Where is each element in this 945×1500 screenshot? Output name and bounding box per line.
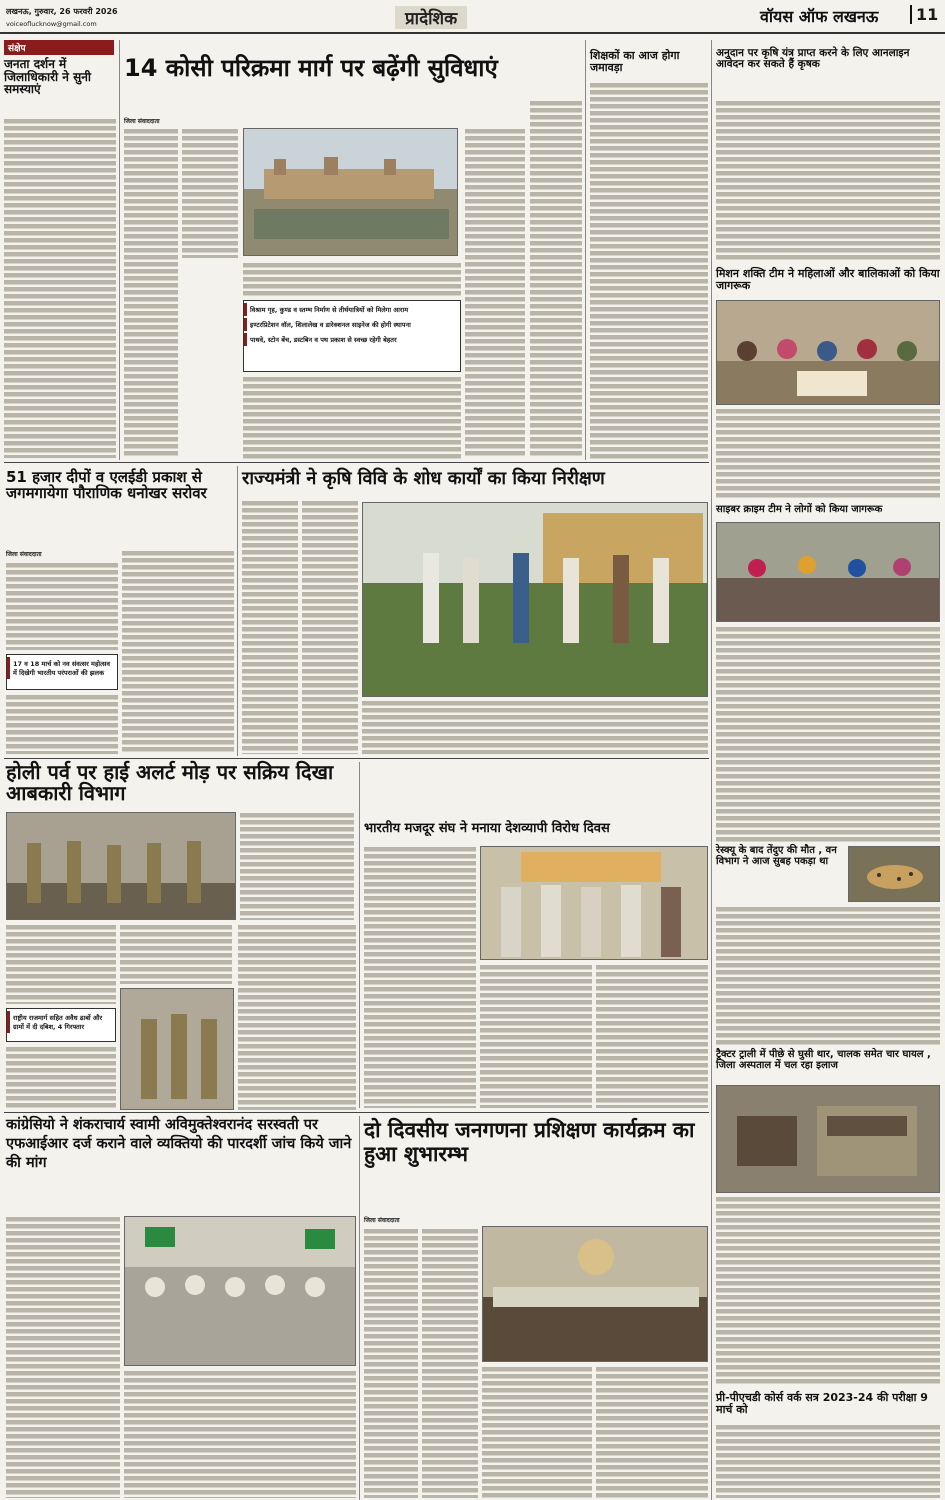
deep-byline: जिला संवाददाता — [6, 551, 42, 558]
kosi-highlight-3: पाथवे, स्टोन बेंच, डस्टबिन व पथ प्रकाश से स्वच्छ रहेगी बेहतर — [244, 333, 460, 346]
mazdoor-headline: भारतीय मजदूर संघ ने मनाया देशव्यापी विरोध दिवस — [364, 821, 610, 836]
deep-body-col2 — [122, 550, 234, 754]
congress-body-col2 — [124, 1370, 356, 1498]
kosi-body-col5 — [465, 128, 525, 458]
deep-headline: 51 हजार दीपों व एलईडी प्रकाश से जगमगायेगा पौराणिक धनोखर सरोवर — [6, 468, 207, 502]
mazdoor-body-col1 — [364, 846, 476, 1108]
paper-name: वॉयस ऑफ लखनऊ — [760, 7, 879, 26]
janganana-body-col3 — [482, 1366, 592, 1498]
holi-body-col4 — [120, 924, 232, 984]
mission-body — [716, 408, 940, 500]
anudan-headline: अनुदान पर कृषि यंत्र प्राप्त करने के लिए आनलाइन आवेदन कर सकते हैं कृषक — [716, 47, 910, 71]
kosi-body-col1 — [124, 128, 178, 458]
holi-headline: होली पर्व पर हाई अलर्ट मोड़ पर सक्रिय दिखा आबकारी विभाग — [6, 760, 334, 805]
kosi-body-col6 — [530, 100, 582, 458]
janganana-photo — [482, 1226, 708, 1362]
kosi-headline: 14 कोसी परिक्रमा मार्ग पर बढ़ेंगी सुविधाएं — [124, 54, 498, 82]
janta-darshan-body — [4, 118, 116, 458]
rescue-photo — [848, 846, 940, 902]
holi-body-col3 — [6, 1046, 116, 1110]
janganana-body-col1 — [364, 1228, 418, 1498]
janta-darshan-headline: जनता दर्शन में जिलाधिकारी ने सुनी समस्याएं — [4, 57, 91, 97]
sidebar-label: संक्षेप — [4, 40, 114, 55]
janganana-body-col4 — [596, 1366, 708, 1498]
holi-body-col5 — [238, 924, 356, 1110]
masthead — [0, 0, 945, 34]
rajyamantri-photo — [362, 502, 708, 697]
dateline: लखनऊ, गुरुवार, 26 फरवरी 2026 — [6, 7, 118, 16]
mission-headline: मिशन शक्ति टीम ने महिलाओं और बालिकाओं को किया जागरूक — [716, 267, 940, 292]
kosi-highlight-1: विश्राम गृह, कुण्ड व स्तम्भ निर्माण से तीर्थयात्रियों को मिलेगा आराम — [244, 303, 460, 316]
page-number: 11 — [910, 5, 938, 24]
rajyamantri-body-col1 — [242, 500, 298, 754]
holi-photo-2 — [120, 988, 234, 1110]
kosi-highlight-2: इण्टरप्रिटेशन वॉल, शिलालेख व डारेक्शनल साइनेज की होगी स्थापना — [244, 318, 460, 331]
cyber-photo — [716, 522, 940, 622]
shikshak-body — [590, 82, 708, 460]
rajyamantri-body-col2 — [302, 500, 358, 754]
email: voiceoflucknow@gmail.com — [6, 20, 97, 28]
rajyamantri-body-col3 — [362, 700, 708, 754]
deep-body-col1b — [6, 694, 118, 754]
deep-body-col1 — [6, 562, 118, 650]
kosi-body-col4 — [243, 376, 461, 460]
congress-headline: कांग्रेसियो ने शंकराचार्य स्वामी अविमुक्तेश्वरानंद सरस्वती पर एफआईआर दर्ज कराने वाले व्यक्तियो की पारदर्शी जांच किये जाने की मांग — [6, 1117, 352, 1171]
janganana-body-col2 — [422, 1228, 478, 1498]
tractor-body — [716, 1196, 940, 1386]
deep-highlight: 17 व 18 मार्च को नव संवत्सर महोत्सव में दिखेगी भारतीय परंपराओं की झलक — [6, 654, 118, 690]
section-title: प्रादेशिक — [395, 6, 467, 29]
kosi-body-col3 — [243, 262, 461, 296]
holi-highlight: राष्ट्रीय राजमार्ग सहित अवैध ढाबों और ग्रामों में दी दबिश, 4 गिरफ्तार — [6, 1008, 116, 1042]
cyber-body — [716, 626, 940, 844]
tractor-headline: ट्रैक्टर ट्राली में पीछे से घुसी थार, चालक समेत चार घायल , जिला अस्पताल में चल रहा इलाज — [716, 1049, 931, 1071]
kosi-byline: जिला संवाददाता — [124, 118, 160, 125]
holi-photo — [6, 812, 236, 920]
mazdoor-body-col2 — [480, 964, 592, 1108]
janganana-headline: दो दिवसीय जनगणना प्रशिक्षण कार्यक्रम का हुआ शुभारम्भ — [364, 1118, 695, 1167]
holi-body-col2 — [6, 924, 116, 1004]
anudan-body — [716, 100, 940, 260]
phd-headline: प्री-पीएचडी कोर्स वर्क सत्र 2023-24 की परीक्षा 9 मार्च को — [716, 1391, 928, 1416]
rescue-body — [716, 906, 940, 1046]
kosi-highlights — [243, 300, 461, 372]
mazdoor-photo — [480, 846, 708, 960]
tractor-photo — [716, 1085, 940, 1193]
congress-photo — [124, 1216, 356, 1366]
cyber-headline: साइबर क्राइम टीम ने लोगों को किया जागरूक — [716, 504, 883, 515]
phd-body — [716, 1424, 940, 1498]
rescue-headline: रेस्क्यू के बाद तेंदुए की मौत , वन विभाग ने आज सुबह पकड़ा था — [716, 845, 837, 867]
holi-body-col1 — [240, 812, 354, 920]
mission-photo — [716, 300, 940, 405]
kosi-photo — [243, 128, 458, 256]
shikshak-headline: शिक्षकों का आज होगा जमावड़ा — [590, 49, 680, 74]
janganana-byline: जिला संवाददाता — [364, 1217, 400, 1224]
mazdoor-body-col3 — [596, 964, 708, 1108]
kosi-body-col2 — [182, 128, 238, 258]
congress-body-col1 — [6, 1216, 120, 1498]
rajyamantri-headline: राज्यमंत्री ने कृषि विवि के शोध कार्यों का किया निरीक्षण — [242, 468, 605, 489]
